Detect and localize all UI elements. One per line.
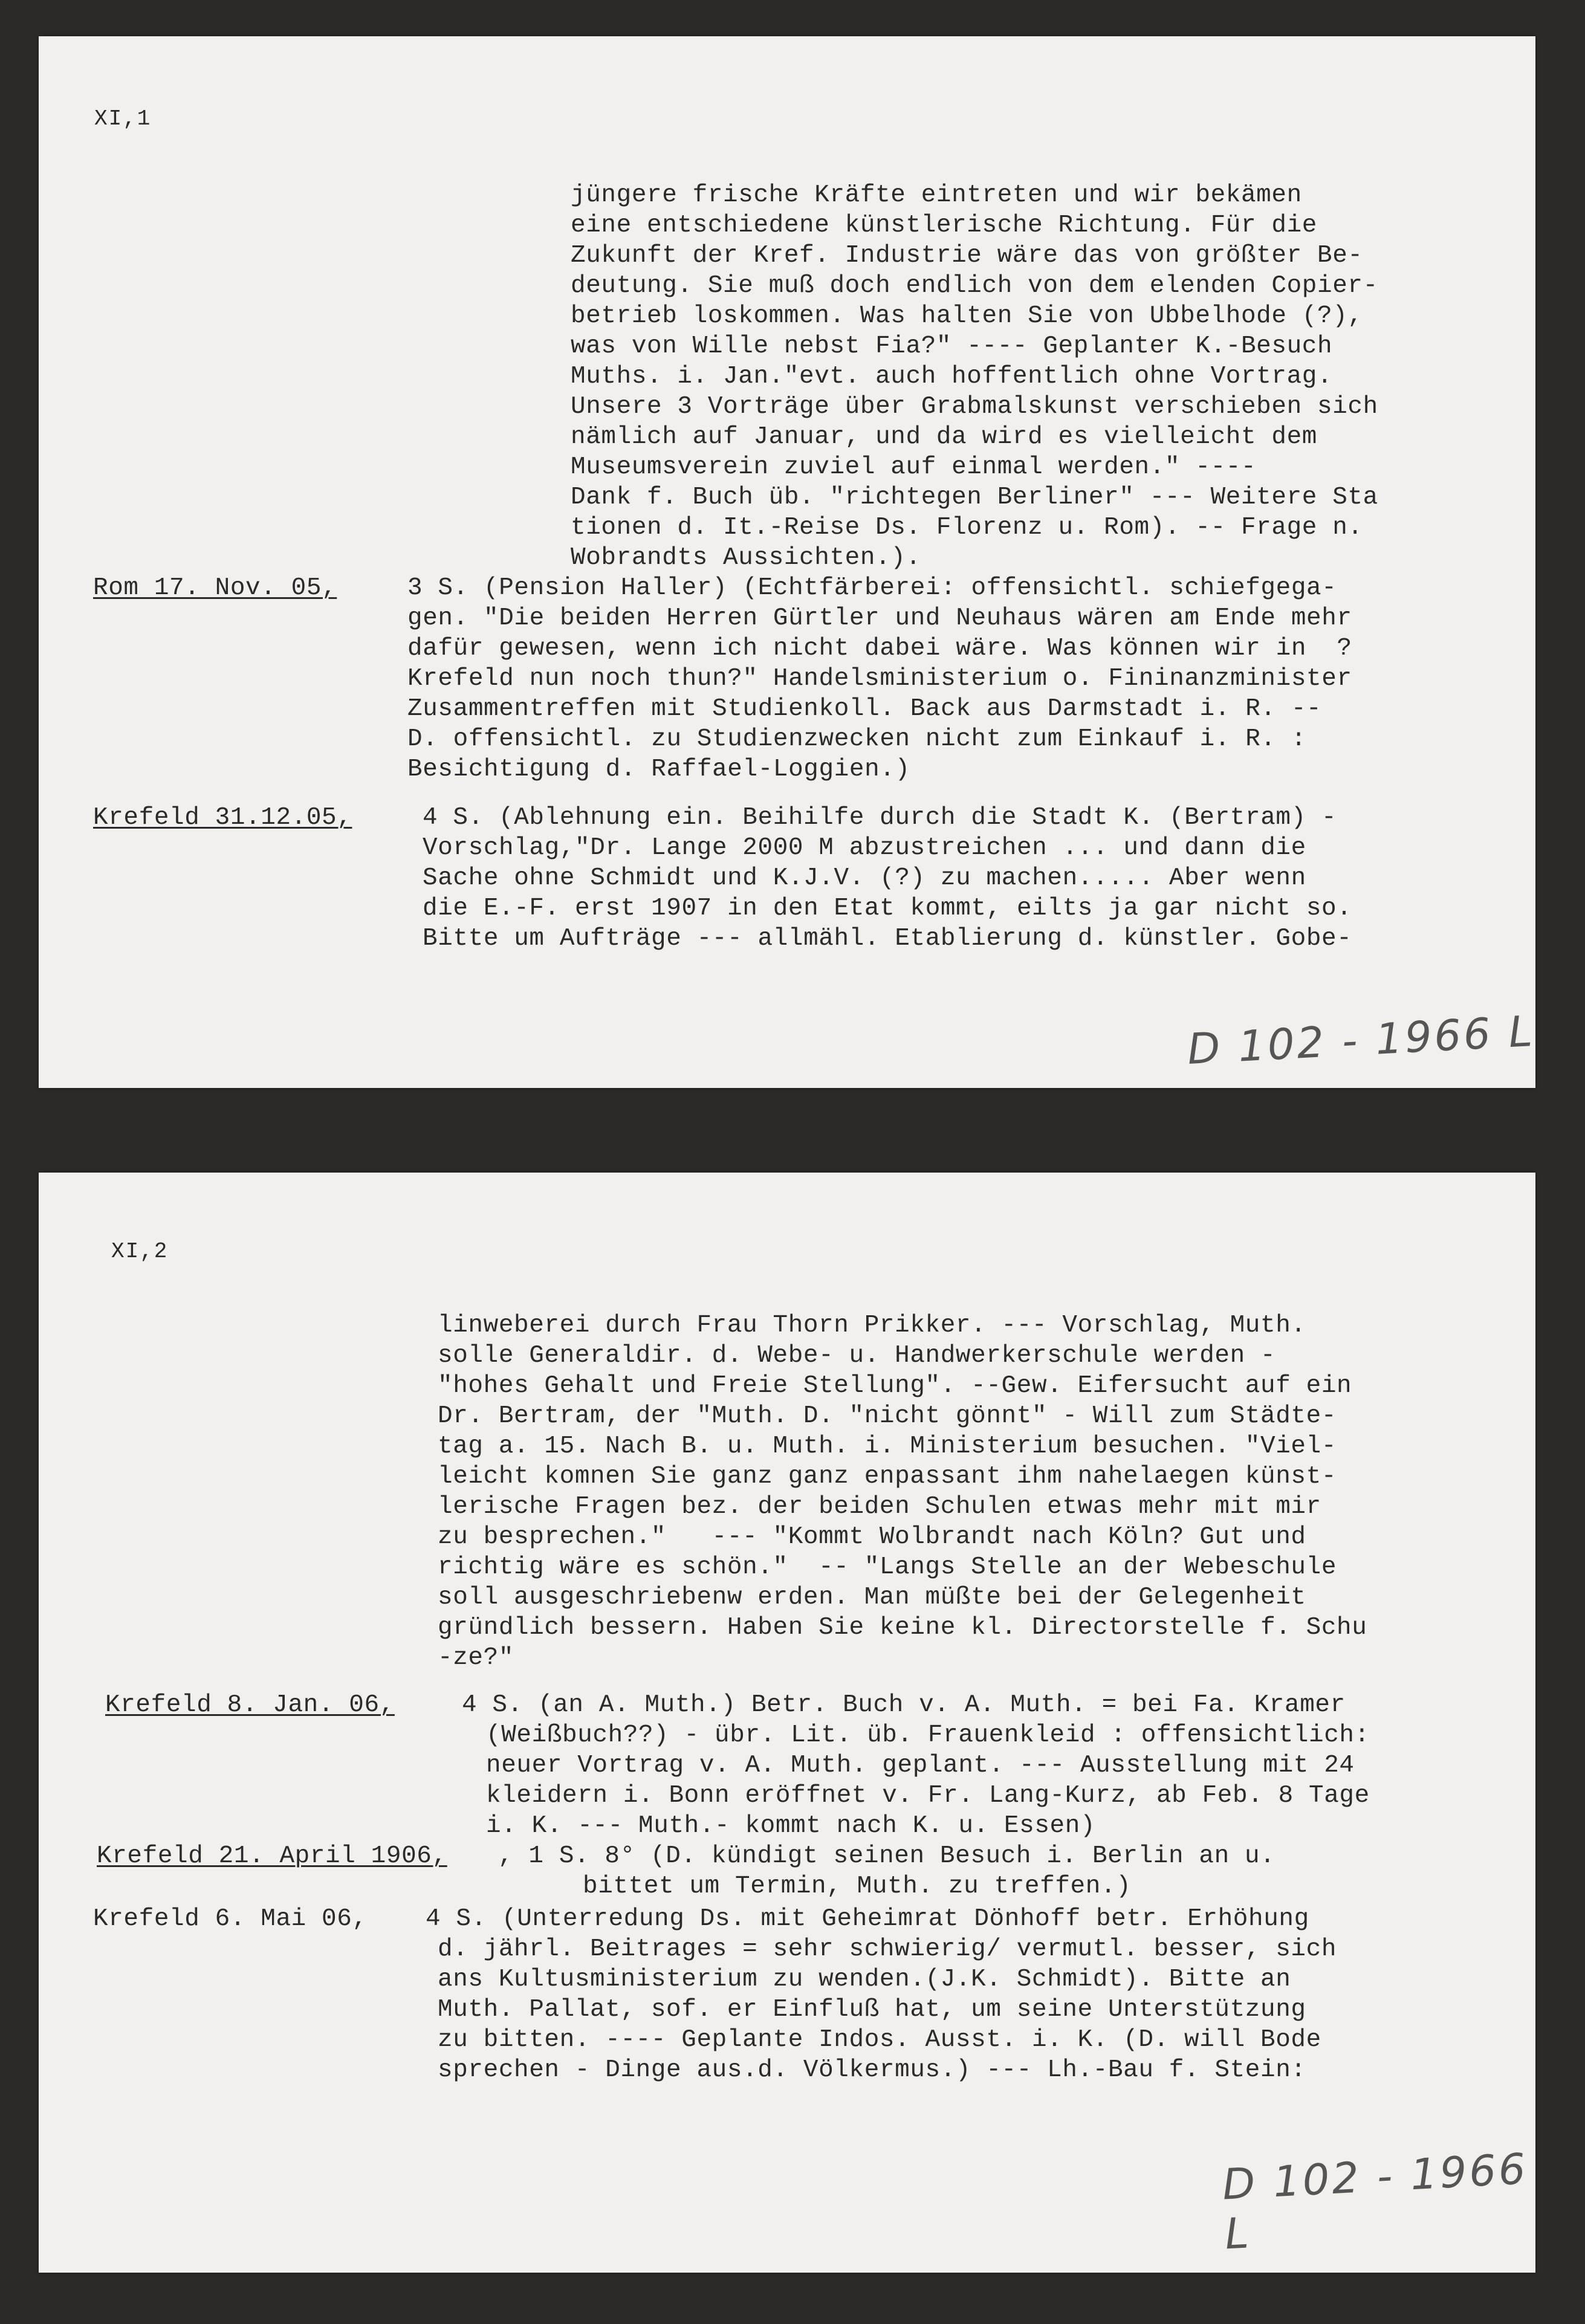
entry-line: die E.-F. erst 1907 in den Etat kommt, eilts ja gar nicht so.: [423, 895, 1352, 922]
entry-line: Zusammentreffen mit Studienkoll. Back aus Darmstadt i. R. --: [407, 695, 1322, 723]
text-line: Wobrandts Aussichten.).: [571, 544, 921, 572]
entry-line: Muth. Pallat, sof. er Einfluß hat, um seine Unterstützung: [438, 1996, 1306, 2024]
entry-line: Bitte um Aufträge --- allmähl. Etablierung d. künstler. Gobe-: [423, 925, 1352, 953]
text-line: tionen d. It.-Reise Ds. Florenz u. Rom). -- Frage n.: [571, 514, 1363, 542]
text-line: "hohes Gehalt und Freie Stellung". --Gew. Eifersucht auf ein: [438, 1372, 1352, 1400]
entry-line: , 1 S. 8° (D. kündigt seinen Besuch i. Berlin an u.: [498, 1842, 1275, 1870]
text-line: linweberei durch Frau Thorn Prikker. --- Vorschlag, Muth.: [438, 1312, 1306, 1339]
entry-line: zu bitten. ---- Geplante Indos. Ausst. i. K. (D. will Bode: [438, 2026, 1321, 2054]
entry-date: Krefeld 8. Jan. 06,: [105, 1691, 395, 1719]
entry-line: d. jährl. Beitrages = sehr schwierig/ vermutl. besser, sich: [438, 1935, 1337, 1963]
handwritten-signature: D 102 - 1966 L: [1221, 2144, 1529, 2259]
text-line: soll ausgeschriebenw erden. Man müßte bei der Gelegenheit: [438, 1584, 1306, 1611]
text-line: Unsere 3 Vorträge über Grabmalskunst verschieben sich: [571, 393, 1378, 421]
text-line: zu besprechen." --- "Kommt Wolbrandt nach Köln? Gut und: [438, 1523, 1306, 1551]
index-card-2: [39, 1173, 1535, 2273]
entry-line: Vorschlag,"Dr. Lange 2000 M abzustreichen ... und dann die: [423, 834, 1306, 862]
text-line: was von Wille nebst Fia?" ---- Geplanter K.-Besuch: [571, 332, 1333, 360]
text-line: Dank f. Buch üb. "richtegen Berliner" --- Weitere Sta: [571, 484, 1378, 511]
entry-line: neuer Vortrag v. A. Muth. geplant. --- Ausstellung mit 24: [486, 1752, 1355, 1779]
entry-line: Sache ohne Schmidt und K.J.V. (?) zu machen..... Aber wenn: [423, 864, 1306, 892]
text-line: Museumsverein zuviel auf einmal werden." ----: [571, 453, 1257, 481]
text-line: Dr. Bertram, der "Muth. D. "nicht gönnt" - Will zum Städte-: [438, 1402, 1337, 1430]
entry-date: Krefeld 6. Mai 06,: [93, 1905, 368, 1933]
text-line: gründlich bessern. Haben Sie keine kl. Directorstelle f. Schu: [438, 1614, 1367, 1642]
entry-date: Krefeld 21. April 1906,: [97, 1842, 447, 1870]
entry-line: Krefeld nun noch thun?" Handelsministerium o. Fininanzminister: [407, 665, 1352, 693]
entry-line: kleidern i. Bonn eröffnet v. Fr. Lang-Kurz, ab Feb. 8 Tage: [486, 1782, 1370, 1810]
card-id: XI,1: [94, 106, 152, 131]
text-line: nämlich auf Januar, und da wird es vielleicht dem: [571, 423, 1317, 451]
entry-line: 4 S. (Ablehnung ein. Beihilfe durch die Stadt K. (Bertram) -: [423, 804, 1337, 832]
text-line: tag a. 15. Nach B. u. Muth. i. Ministerium besuchen. "Viel-: [438, 1432, 1337, 1460]
card-id: XI,2: [111, 1239, 169, 1264]
entry-line: (Weißbuch??) - übr. Lit. üb. Frauenkleid : offensichtlich:: [486, 1721, 1370, 1749]
entry-date: Rom 17. Nov. 05,: [93, 574, 337, 602]
entry-line: i. K. --- Muth.- kommt nach K. u. Essen): [486, 1812, 1096, 1840]
entry-line: D. offensichtl. zu Studienzwecken nicht zum Einkauf i. R. :: [407, 725, 1307, 753]
text-line: eine entschiedene künstlerische Richtung. Für die: [571, 212, 1317, 239]
entry-line: 4 S. (an A. Muth.) Betr. Buch v. A. Muth. = bei Fa. Kramer: [462, 1691, 1346, 1719]
text-line: solle Generaldir. d. Webe- u. Handwerkerschule werden -: [438, 1342, 1276, 1370]
entry-line: gen. "Die beiden Herren Gürtler und Neuhaus wären am Ende mehr: [407, 604, 1352, 632]
text-line: leicht komnen Sie ganz ganz enpassant ihm nahelaegen künst-: [438, 1463, 1337, 1491]
entry-line: 4 S. (Unterredung Ds. mit Geheimrat Dönhoff betr. Erhöhung: [426, 1905, 1309, 1933]
entry-line: ans Kultusministerium zu wenden.(J.K. Schmidt). Bitte an: [438, 1966, 1291, 1993]
entry-line: dafür gewesen, wenn ich nicht dabei wäre. Was können wir in ?: [407, 635, 1352, 662]
text-line: -ze?": [438, 1644, 514, 1672]
text-line: betrieb loskommen. Was halten Sie von Ubbelhode (?),: [571, 302, 1363, 330]
text-line: Muths. i. Jan."evt. auch hoffentlich ohne Vortrag.: [571, 363, 1333, 390]
text-line: Zukunft der Kref. Industrie wäre das von größter Be-: [571, 242, 1363, 270]
entry-line: bittet um Termin, Muth. zu treffen.): [583, 1872, 1132, 1900]
index-card-1: [39, 36, 1535, 1088]
text-line: richtig wäre es schön." -- "Langs Stelle an der Webeschule: [438, 1553, 1337, 1581]
entry-line: sprechen - Dinge aus.d. Völkermus.) --- Lh.-Bau f. Stein:: [438, 2056, 1306, 2084]
entry-line: 3 S. (Pension Haller) (Echtfärberei: offensichtl. schiefgega-: [407, 574, 1337, 602]
text-line: lerische Fragen bez. der beiden Schulen etwas mehr mit mir: [438, 1493, 1321, 1521]
text-line: deutung. Sie muß doch endlich von dem elenden Copier-: [571, 272, 1378, 300]
entry-date: Krefeld 31.12.05,: [93, 804, 352, 832]
text-line: jüngere frische Kräfte eintreten und wir bekämen: [571, 181, 1302, 209]
entry-line: Besichtigung d. Raffael-Loggien.): [407, 756, 910, 783]
handwritten-signature: D 102 - 1966 L: [1186, 1006, 1536, 1074]
